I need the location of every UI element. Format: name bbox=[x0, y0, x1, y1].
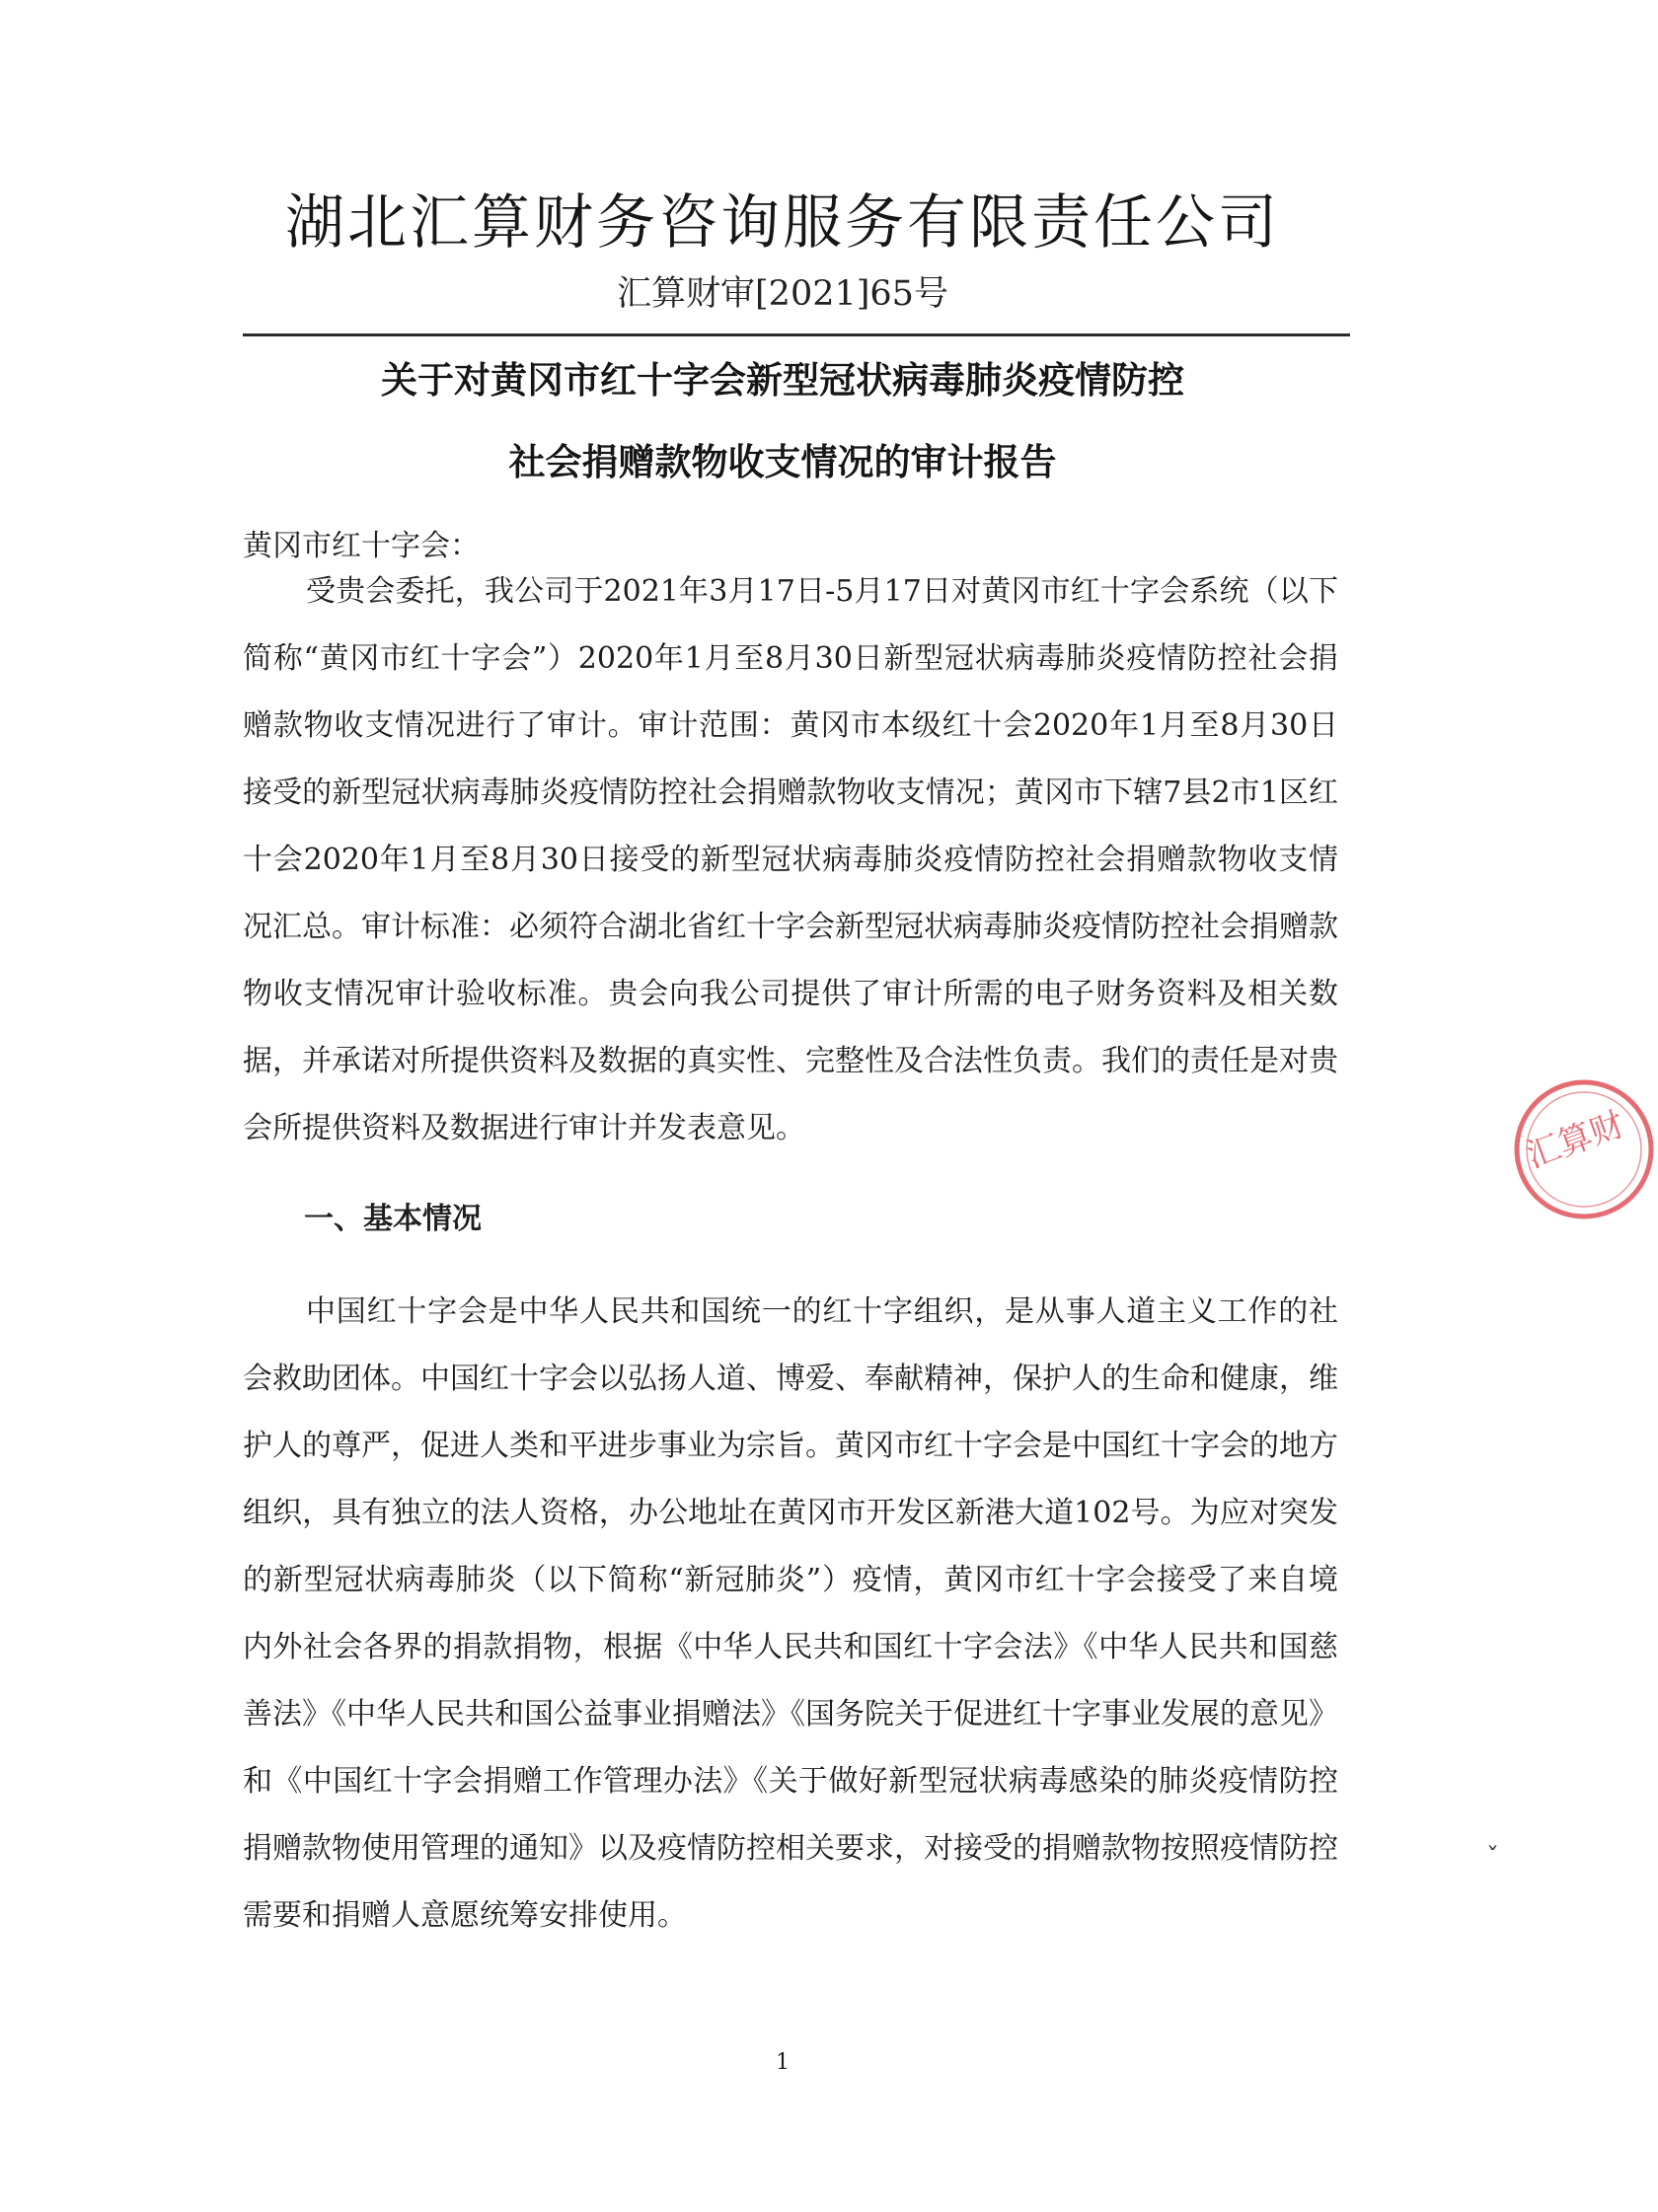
basic-info-paragraph: 中国红十字会是中华人民共和国统一的红十字组织，是从事人道主义工作的社会救助团体。中国红十字会以弘扬人道、博爱、奉献精神，保护人的生命和健康，维护人的尊严，促进人类和平进步事业为宗旨。黄冈市红十字会是中国红十字会的地方组织，具有独立的法人资格，办公地址在黄冈市开发区新港大道102号。为应对突发的新型冠状病毒肺炎（以下简称“新冠肺炎”）疫情，黄冈市红十字会接受了来自境内外社会各界的捐款捐物，根据《中华人民共和国红十字会法》《中华人民共和国慈善法》《中华人民共和国公益事业捐赠法》《国务院关于促进红十字事业发展的意见》和《中国红十字会捐赠工作管理办法》《关于做好新型冠状病毒感染的肺炎疫情防控捐赠款物使用管理的通知》以及疫情防控相关要求，对接受的捐赠款物按照疫情防控需要和捐赠人意愿统筹安排使用。 bbox=[243, 1294, 1338, 1933]
company-seal-icon bbox=[1510, 1075, 1658, 1223]
basic-info-section bbox=[243, 1279, 1338, 1950]
intro-section bbox=[243, 558, 1338, 1162]
stray-ink-mark: ˇ bbox=[1486, 1843, 1499, 1873]
page-number: 1 bbox=[776, 2050, 790, 2075]
intro-paragraph: 受贵会委托，我公司于2021年3月17日-5月17日对黄冈市红十字会系统（以下简称“黄冈市红十字会”）2020年1月至8月30日新型冠状病毒肺炎疫情防控社会捐赠款物收支情况进行了审计。审计范围：黄冈市本级红十会2020年1月至8月30日接受的新型冠状病毒肺炎疫情防控社会捐赠款物收支情况；黄冈市下辖7县2市1区红十会2020年1月至8月30日接受的新型冠状病毒肺炎疫情防控社会捐赠款物收支情况汇总。审计标准：必须符合湖北省红十字会新型冠状病毒肺炎疫情防控社会捐赠款物收支情况审计验收标准。贵会向我公司提供了审计所需的电子财务资料及相关数据，并承诺对所提供资料及数据的真实性、完整性及合法性负责。我们的责任是对贵会所提供资料及数据进行审计并发表意见。 bbox=[243, 574, 1338, 1145]
firm-name: 湖北汇算财务咨询服务有限责任公司 bbox=[285, 188, 1280, 258]
section-heading-basic-info: 一、基本情况 bbox=[304, 1202, 482, 1236]
svg-text:汇算财: 汇算财 bbox=[1521, 1104, 1630, 1176]
document-number: 汇算财审[2021]65号 bbox=[617, 274, 948, 314]
report-title-line1: 关于对黄冈市红十字会新型冠状病毒肺炎疫情防控 bbox=[381, 359, 1184, 402]
header-rule bbox=[243, 333, 1350, 336]
salutation: 黄冈市红十字会： bbox=[243, 529, 480, 563]
report-title-line2: 社会捐赠款物收支情况的审计报告 bbox=[508, 441, 1057, 483]
